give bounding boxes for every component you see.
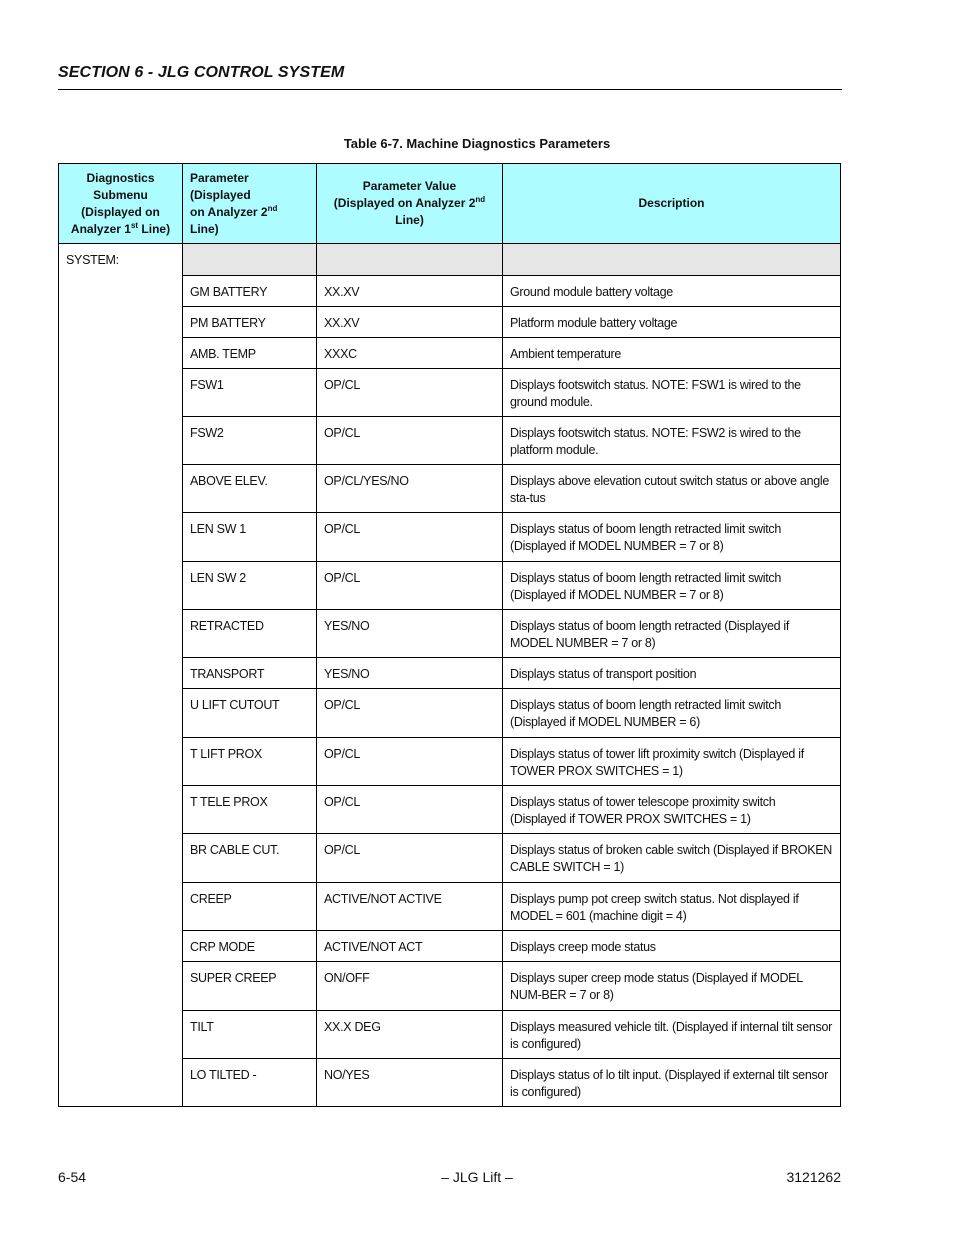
section-title: SECTION 6 - JLG CONTROL SYSTEM	[58, 64, 345, 81]
value-cell: OP/CL	[317, 738, 503, 786]
value-cell: XX.XV	[317, 307, 503, 338]
parameter-cell: GM BATTERY	[183, 276, 317, 307]
description-cell: Displays status of boom length retracted limit switch (Displayed if MODEL NUMBER = 7 or 8)	[503, 513, 841, 562]
description-cell: Displays status of tower telescope proximity switch (Displayed if TOWER PROX SWITCHES = 1)	[503, 786, 841, 834]
submenu-cell-system: SYSTEM:	[59, 244, 183, 1107]
group-row-system	[59, 244, 841, 276]
value-cell: OP/CL	[317, 513, 503, 562]
group-empty-cell	[317, 244, 503, 276]
parameter-cell: TILT	[183, 1011, 317, 1059]
value-cell: ON/OFF	[317, 962, 503, 1011]
parameter-cell: AMB. TEMP	[183, 338, 317, 369]
description-cell: Displays measured vehicle tilt. (Displayed if internal tilt sensor is configured)	[503, 1011, 841, 1059]
description-cell: Displays status of broken cable switch (Displayed if BROKEN CABLE SWITCH = 1)	[503, 834, 841, 883]
parameter-cell: PM BATTERY	[183, 307, 317, 338]
description-cell: Displays footswitch status. NOTE: FSW1 is wired to the ground module.	[503, 369, 841, 417]
group-empty-cell	[183, 244, 317, 276]
group-empty-cell	[503, 244, 841, 276]
value-cell: XX.X DEG	[317, 1011, 503, 1059]
column-header-value: Parameter Value (Displayed on Analyzer 2nd Line)	[317, 164, 503, 244]
value-cell: OP/CL	[317, 786, 503, 834]
parameter-cell: CREEP	[183, 883, 317, 931]
parameter-cell: FSW1	[183, 369, 317, 417]
diagnostics-table	[58, 163, 841, 1107]
value-cell: ACTIVE/NOT ACT	[317, 931, 503, 962]
parameter-cell: CRP MODE	[183, 931, 317, 962]
value-cell: OP/CL	[317, 562, 503, 610]
parameter-cell: T LIFT PROX	[183, 738, 317, 786]
description-cell: Displays status of boom length retracted limit switch (Displayed if MODEL NUMBER = 6)	[503, 689, 841, 738]
description-cell: Ground module battery voltage	[503, 276, 841, 307]
description-cell: Displays above elevation cutout switch status or above angle sta-tus	[503, 465, 841, 513]
description-cell: Displays status of boom length retracted limit switch (Displayed if MODEL NUMBER = 7 or 8)	[503, 562, 841, 610]
footer-publisher: – JLG Lift –	[441, 1169, 513, 1185]
description-cell: Ambient temperature	[503, 338, 841, 369]
header-rule	[58, 89, 842, 90]
value-cell: OP/CL/YES/NO	[317, 465, 503, 513]
page-number: 6-54	[58, 1169, 87, 1185]
description-cell: Displays status of tower lift proximity switch (Displayed if TOWER PROX SWITCHES = 1)	[503, 738, 841, 786]
description-cell: Displays status of boom length retracted (Displayed if MODEL NUMBER = 7 or 8)	[503, 610, 841, 658]
description-cell: Displays super creep mode status (Displayed if MODEL NUM-BER = 7 or 8)	[503, 962, 841, 1011]
value-cell: OP/CL	[317, 417, 503, 465]
parameter-cell: T TELE PROX	[183, 786, 317, 834]
value-cell: XX.XV	[317, 276, 503, 307]
value-cell: YES/NO	[317, 610, 503, 658]
value-cell: YES/NO	[317, 658, 503, 689]
table-caption: Table 6-7. Machine Diagnostics Parameters	[343, 136, 611, 151]
value-cell: ACTIVE/NOT ACTIVE	[317, 883, 503, 931]
value-cell: OP/CL	[317, 834, 503, 883]
value-cell: OP/CL	[317, 689, 503, 738]
description-cell: Displays status of lo tilt input. (Displayed if external tilt sensor is configured)	[503, 1059, 841, 1107]
description-cell: Displays status of transport position	[503, 658, 841, 689]
value-cell: XXXC	[317, 338, 503, 369]
document-number: 3121262	[786, 1169, 841, 1185]
parameter-cell: U LIFT CUTOUT	[183, 689, 317, 738]
value-cell: OP/CL	[317, 369, 503, 417]
parameter-cell: FSW2	[183, 417, 317, 465]
table-header-row	[59, 164, 841, 244]
parameter-cell: LO TILTED -	[183, 1059, 317, 1107]
description-cell: Displays footswitch status. NOTE: FSW2 is wired to the platform module.	[503, 417, 841, 465]
description-cell: Platform module battery voltage	[503, 307, 841, 338]
parameter-cell: RETRACTED	[183, 610, 317, 658]
description-cell: Displays creep mode status	[503, 931, 841, 962]
parameter-cell: ABOVE ELEV.	[183, 465, 317, 513]
parameter-cell: TRANSPORT	[183, 658, 317, 689]
column-header-description: Description	[503, 164, 841, 244]
parameter-cell: BR CABLE CUT.	[183, 834, 317, 883]
column-header-parameter: Parameter (Displayed on Analyzer 2nd Line)	[183, 164, 317, 244]
column-header-submenu: Diagnostics Submenu (Displayed on Analyzer 1st Line)	[59, 164, 183, 244]
parameter-cell: LEN SW 1	[183, 513, 317, 562]
value-cell: NO/YES	[317, 1059, 503, 1107]
parameter-cell: LEN SW 2	[183, 562, 317, 610]
parameter-cell: SUPER CREEP	[183, 962, 317, 1011]
description-cell: Displays pump pot creep switch status. Not displayed if MODEL = 601 (machine digit = 4)	[503, 883, 841, 931]
